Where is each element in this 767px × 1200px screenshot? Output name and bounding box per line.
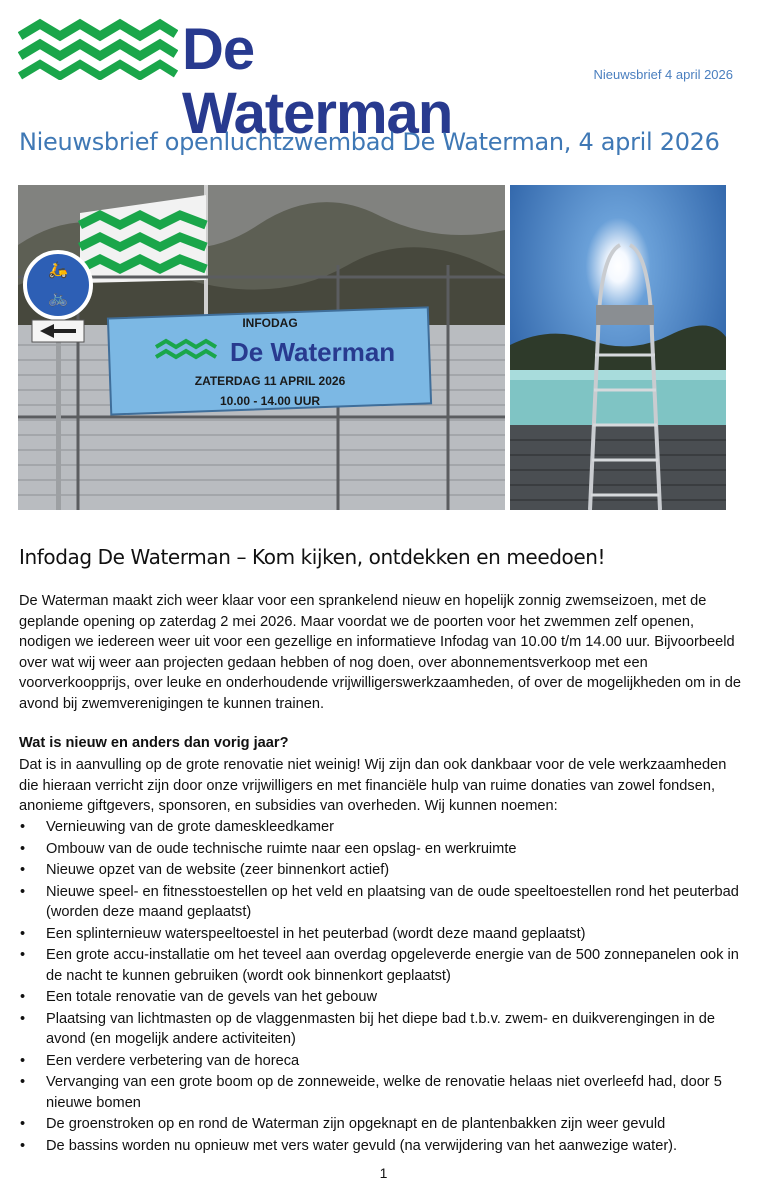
bullet-icon: • [20,840,26,857]
bullet-icon: • [20,989,26,1005]
page-title: Nieuwsbrief openluchtzwembad De Waterman, 4 april 2026 [19,128,720,156]
bullet-icon: • [20,1010,26,1027]
bullet-icon: • [20,819,26,835]
list-item: • De bassins worden nu opnieuw met vers water gevuld (na verwijdering van het aanwezige water). [19,1136,754,1157]
list-item: • Vernieuwing van de grote dameskleedkamer [19,817,754,838]
bullet-icon: • [20,883,26,900]
bullet-icon: • [20,1137,26,1154]
bullet-icon: • [20,1052,26,1069]
list-item: • Een splinternieuw waterspeeltoestel in het peuterbad (wordt deze maand geplaatst) [19,924,754,945]
news-list [19,817,754,1157]
banner-logo: De Waterman [230,337,396,367]
intro-paragraph: De Waterman maakt zich weer klaar voor een sprankelend nieuw en hopelijk zonnig zwemseizoen, met de geplande opening op zaterdag 2 mei 2026. Maar voordat we de poorten voor het zwemmen zelf openen, nodigen we iedereen weer uit voor een gezellige en informatieve Infodag van 10.00 t/m 14.00 uur. Bijvoorbeeld over wat wij weer aan projecten gedaan hebben of nog doen, over abonnementsverkoop met een voorverkoopprijs, over leuke en onderhoudende vrijwilligerswerkzaamheden, of over de mogelijkheden om in de avond bij zwemverenigingen te kunnen trainen. [19,593,741,712]
list-item: • Een verdere verbetering van de horeca [19,1051,754,1072]
section-title: Infodag De Waterman – Kom kijken, ontdekken en meedoen! [19,545,606,569]
logo [18,14,528,146]
svg-text:🛵: 🛵 [48,260,68,279]
list-item: • Nieuwe opzet van de website (zeer binnenkort actief) [19,860,754,881]
logo-text: De Waterman [182,17,453,146]
list-item: • Vervanging van een grote boom op de zonneweide, welke de renovatie helaas niet overleefd had, door 5 nieuwe bomen [20,1074,722,1111]
list-item: • Een grote accu-installatie om het teveel aan overdag opgeleverde energie van de 500 zonnepanelen ook in de nacht te kunnen gebruiken (wordt ook binnenkort geplaatst) [20,947,739,984]
newsletter-date: Nieuwsbrief 4 april 2026 [593,67,733,82]
subheading: Wat is nieuw en anders dan vorig jaar? [19,735,289,751]
bullet-icon: • [20,1116,26,1132]
banner-date: ZATERDAG 11 APRIL 2026 [194,374,346,388]
svg-text:🚲: 🚲 [48,288,68,307]
bullet-icon: • [20,925,26,942]
list-item: • Nieuwe speel- en fitnesstoestellen op het veld en plaatsing van de oude speeltoestellen rond het peuterbad (worden deze maand geplaatst) [20,883,739,920]
banner-heading: INFODAG [242,316,298,330]
list-item: • Ombouw van de oude technische ruimte naar een opslag- en werkruimte [19,839,754,860]
list-item: • Een totale renovatie van de gevels van het gebouw [19,987,754,1008]
banner-time: 10.00 - 14.00 UUR [219,394,321,408]
logo-waves-icon [18,18,178,80]
list-item: • Plaatsing van lichtmasten op de vlaggenmasten bij het diepe bad t.b.v. zwem- en duikverengingen in de avond (en mogelijk andere activiteiten) [20,1010,716,1047]
photo-infodag-banner [18,185,505,510]
bullet-icon: • [20,862,26,878]
list-item: • De groenstroken op en rond de Waterman zijn opgeknapt en de plantenbakken zijn weer gevuld [19,1114,754,1135]
page-number: 1 [379,1165,388,1181]
paragraph-new: Dat is in aanvulling op de grote renovatie niet weinig! Wij zijn dan ook dankbaar voor de vele werkzaamheden die hieraan verricht zijn door onze vrijwilligers en met financiële hulp van ruime donaties van zowel fondsen, anonieme giftgevers, sponsoren, en subsidies van overheden. Wij kunnen noemen: [19,757,727,814]
photo-pool-ladder [510,185,726,510]
bullet-icon: • [20,947,26,963]
bullet-icon: • [20,1074,26,1090]
